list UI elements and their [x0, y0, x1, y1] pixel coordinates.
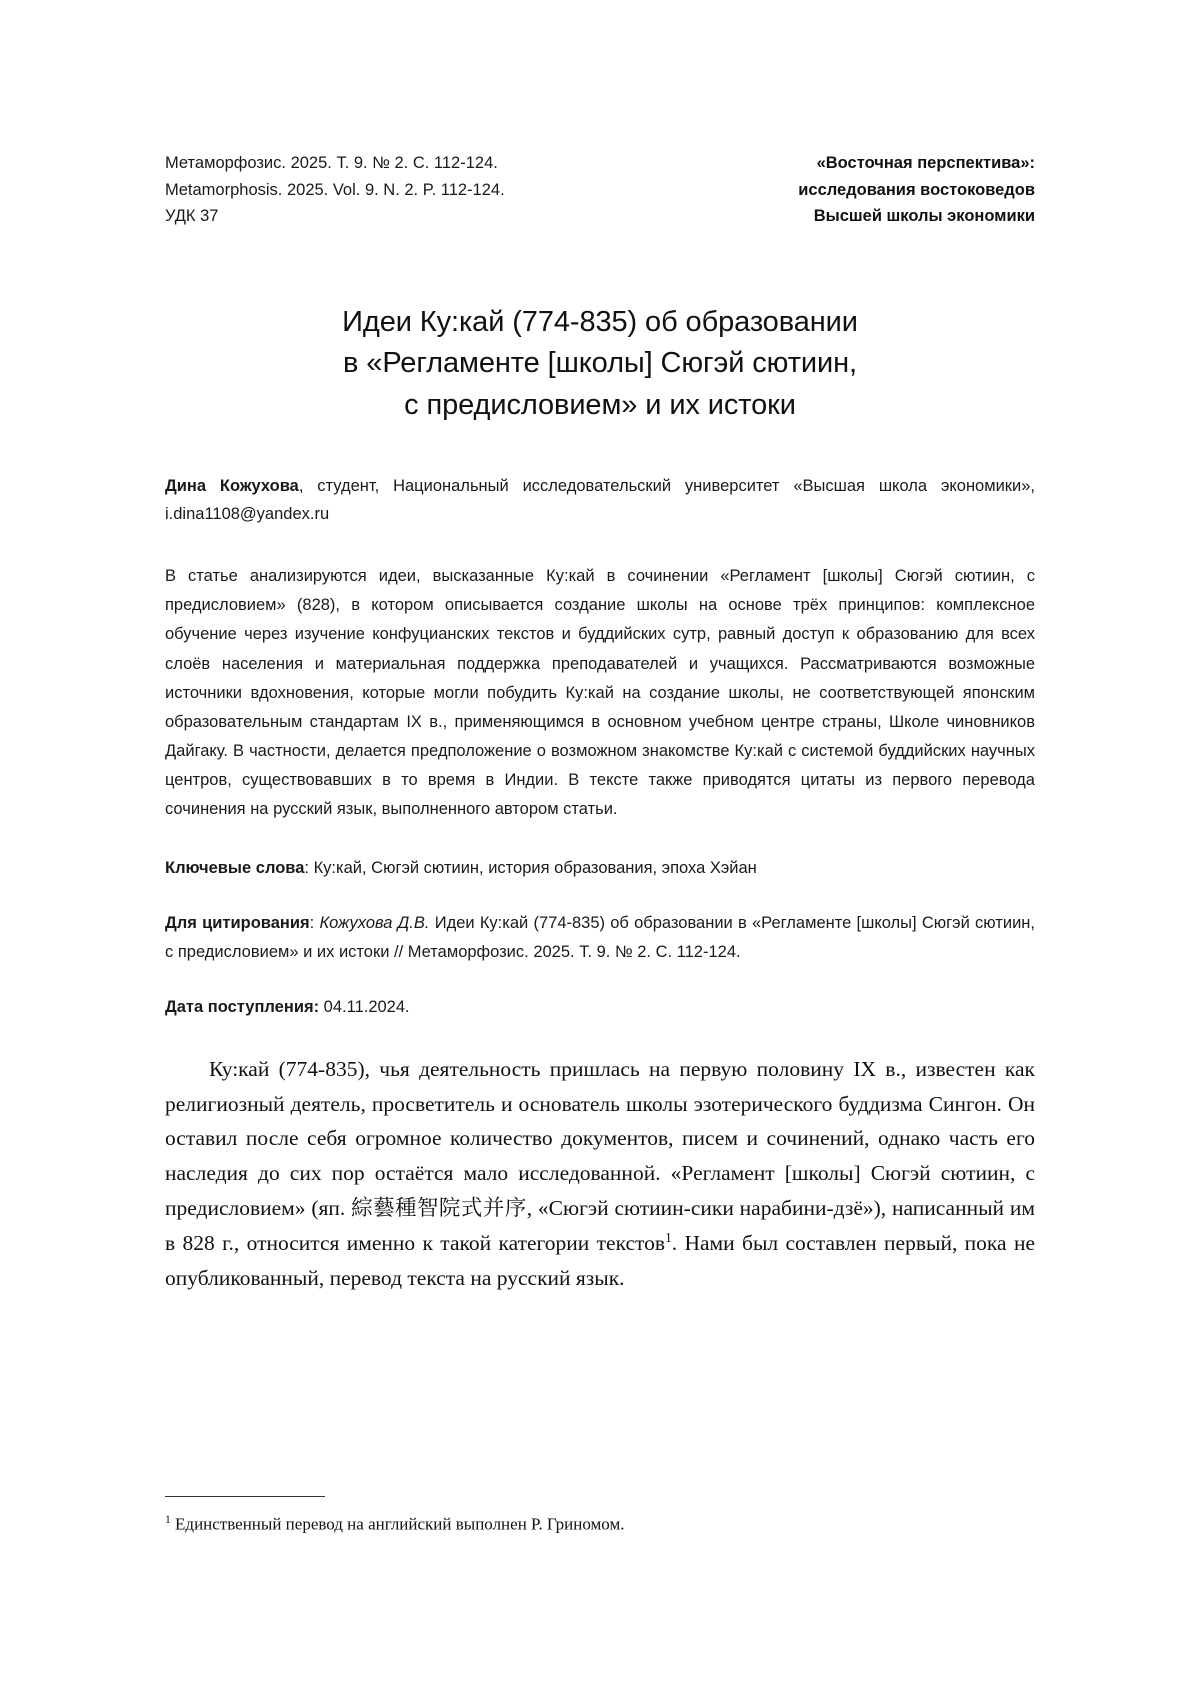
author-block: [165, 472, 1035, 529]
special-issue-line-3: Высшей школы экономики: [813, 207, 1035, 226]
body-paragraph-tail: . Нами был составлен первый, пока не опубликованный, перевод текста на русский язык.: [165, 1230, 1035, 1290]
special-issue-title: [798, 150, 1035, 230]
article-title-line-1: Идеи Ку:кай (774-835) об образовании: [342, 306, 858, 339]
citation: [165, 909, 1035, 967]
received-date-label: Дата поступления:: [165, 997, 320, 1016]
footnote-divider: [165, 1496, 325, 1497]
citation-separator: :: [309, 913, 320, 932]
received-date: [165, 993, 1035, 1022]
journal-issue-line-ru: Метаморфозис. 2025. Т. 9. № 2. С. 112-124.: [165, 154, 498, 172]
citation-value: Идеи Ку:кай (774-835) об образовании в «Регламенте [школы] Сюгэй сютиин, с предисловием» и их истоки // Метаморфозис. 2025. Т. 9. № 2. С. 112-124.: [165, 913, 1035, 961]
citation-label: Для цитирования: [165, 913, 310, 932]
citation-author: Кожухова Д.В.: [319, 913, 430, 932]
footnote-area: [165, 1496, 1035, 1537]
author-name: Дина Кожухова: [165, 476, 299, 495]
abstract: В статье анализируются идеи, высказанные Ку:кай в сочинении «Регламент [школы] Сюгэй сютиин, с предисловием» (828), в котором описывается создание школы на основе трёх принципов: комплексное обучение через изучение конфуцианских текстов и буддийских сутр, равный доступ к образованию для всех слоёв населения и материальная поддержка преподавателей и учащихся. Рассматриваются возможные источники вдохновения, которые могли побудить Ку:кай на создание школы, не соответствующей японским образовательным стандартам IX в., применяющимся в основном учебном центре страны, Школе чиновников Дайгаку. В частности, делается предположение о возможном знакомстве Ку:кай с системой буддийских научных центров, существовавших в то время в Индии. В тексте также приводятся цитаты из первого перевода сочинения на русский язык, выполненного автором статьи.: [165, 567, 1035, 818]
author-affiliation: , студент, Национальный исследовательский университет «Высшая школа экономики», i.dina1108@yandex.ru: [165, 476, 1035, 524]
article-title-line-3: с предисловием» и их истоки: [404, 388, 796, 421]
udc-code: УДК 37: [165, 207, 219, 226]
body-paragraph-text: Ку:кай (774-835), чья деятельность пришлась на первую половину IX в., известен как религиозный деятель, просветитель и основатель школы эзотерического буддизма Сингон. Он оставил после себя огромное количество документов, писем и сочинений, однако часть его наследия до сих пор остаётся мало исследованной. «Регламент [школы] Сюгэй сютиин, с предисловием» (яп. 綜藝種智院式并序, «Сюгэй сютиин-сики нарабини-дзё»), написанный им в 828 г., относится именно к такой категории текстов: [165, 1056, 1035, 1255]
journal-issue-line-en: Metamorphosis. 2025. Vol. 9. N. 2. P. 112-124.: [165, 180, 505, 199]
footnote-reference-1[interactable]: 1: [665, 1229, 672, 1245]
special-issue-line-2: исследования востоковедов: [798, 180, 1035, 199]
keywords-value: Ку:кай, Сюгэй сютиин, история образования, эпоха Хэйан: [313, 858, 757, 877]
article-title-line-2: в «Регламенте [школы] Сюгэй сютиин,: [343, 347, 857, 380]
received-date-value: 04.11.2024.: [319, 997, 410, 1016]
keywords: [165, 854, 1035, 883]
journal-issue-info: [165, 150, 505, 230]
page-header: [165, 150, 1035, 230]
footnote-1: [165, 1511, 1035, 1537]
special-issue-line-1: «Восточная перспектива»:: [816, 154, 1035, 172]
keywords-separator: :: [304, 858, 314, 877]
footnote-text-1: Единственный перевод на английский выполнен Р. Гриномом.: [170, 1514, 625, 1534]
body-paragraph: [165, 1052, 1035, 1296]
article-title: [165, 302, 1035, 426]
footnote-marker-1: 1: [165, 1512, 171, 1526]
keywords-label: Ключевые слова: [165, 858, 305, 877]
